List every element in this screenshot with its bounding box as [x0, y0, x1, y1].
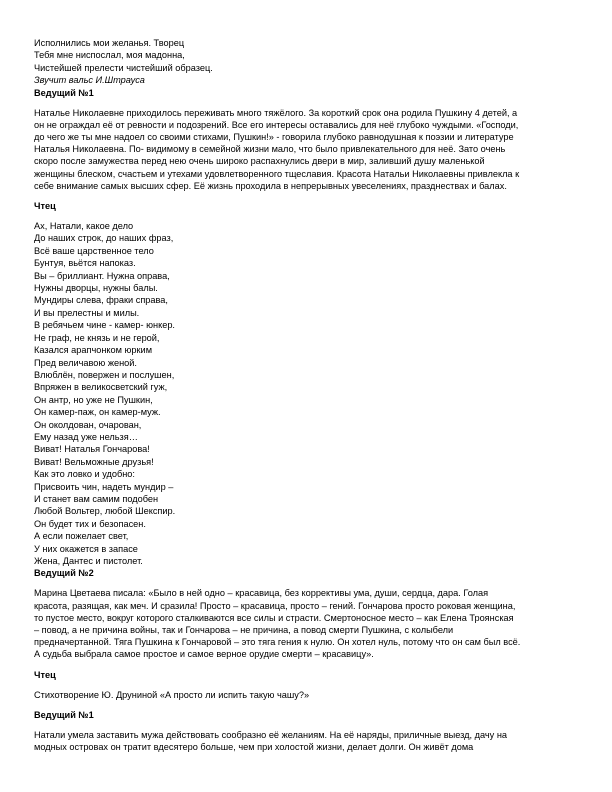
poem-line: Присвоить чин, надеть мундир – — [34, 481, 174, 492]
poem-line: Влюблён, повержен и послушен, — [34, 369, 175, 380]
stage-direction: Звучит вальс И.Штрауса — [34, 75, 145, 86]
paragraph-line: то пустое место, вокруг которого сталкиваются все силы и страсти. Смертоносное место – как Елена Троянская — [34, 612, 514, 623]
poem-line: Любой Вольтер, любой Шекспир. — [34, 506, 176, 517]
poem-reference: Стихотворение Ю. Друниной «А просто ли испить такую чашу?» — [34, 689, 310, 700]
paragraph-line: Наталье Николаевне приходилось переживать много тяжёлого. За короткий срок она родила Пушкину 4 детей, а — [34, 107, 518, 118]
verse-line: Тебя мне ниспослал, моя мадонна, — [34, 50, 185, 61]
poem-line: Он камер-паж, он камер-муж. — [34, 407, 161, 418]
poem-line: У них окажется в запасе — [34, 543, 138, 554]
speaker-heading: Ведущий №1 — [34, 87, 94, 98]
poem-line: Нужны дворцы, нужны балы. — [34, 283, 158, 294]
poem-line: Как это ловко и удобно: — [34, 469, 135, 480]
poem — [34, 220, 582, 567]
document-page — [34, 37, 582, 753]
poem-line: Он антр, но уже не Пушкин, — [34, 394, 153, 405]
poem-line: Впряжен в великосветский гуж, — [34, 382, 168, 393]
poem-line: Всё ваше царственное тело — [34, 245, 154, 256]
poem-line: В ребячьем чине - камер- юнкер. — [34, 320, 175, 331]
poem-line: Виват! Наталья Гончарова! — [34, 444, 150, 455]
speaker-heading: Ведущий №2 — [34, 568, 94, 579]
poem-line: А если пожелает свет, — [34, 531, 129, 542]
paragraph — [34, 107, 582, 192]
poem-line: Пред величавою женой. — [34, 357, 137, 368]
poem-line: И вы прелестны и милы. — [34, 307, 140, 318]
poem-line: Вы – бриллиант. Нужна оправа, — [34, 270, 170, 281]
poem-line: Ему назад уже нельзя… — [34, 431, 138, 442]
paragraph-line: Натали умела заставить мужа действовать сообразно её желаниям. На её наряды, приличные выезд, дачу на — [34, 730, 508, 741]
paragraph-line: – повод, а не причина войны, так и Гончарова – не причина, а повод смерти Пушкина, с колыбели — [34, 625, 454, 636]
speaker-heading: Чтец — [34, 669, 56, 680]
paragraph-line: красота, разящая, как меч. И сразила! Просто – красавица, просто – гений. Гончарова просто роковая женщина, — [34, 600, 516, 611]
poem-line: Бунтуя, вьётся напоказ. — [34, 258, 136, 269]
paragraph — [34, 729, 582, 753]
paragraph-line: он не ограждал её от ревности и подозрений. Все его интересы оставались для неё глубоко чуждыми. «Господи, — [34, 119, 519, 130]
poem-line: Виват! Вельможные друзья! — [34, 456, 154, 467]
paragraph-line: скоро после замужества перед нею очень широко распахнулись двери в мир, заливший душу маленькой — [34, 156, 485, 167]
poem-line: До наших строк, до наших фраз, — [34, 233, 174, 244]
poem-line: Ах, Натали, какое дело — [34, 221, 134, 232]
paragraph-line: модных островах он тратит вдесятеро больше, чем при холостой жизни, делает долги. Он живёт дома — [34, 742, 474, 753]
poem-line: Не граф, не князь и не герой, — [34, 332, 160, 343]
poem-line: Он будет тих и безопасен. — [34, 518, 146, 529]
paragraph-line: женщины блеском, счастьем и утехами удовлетворенного тщеславия. Красота Натальи Николаевны привлекла к — [34, 168, 520, 179]
paragraph-line: до чего же ты мне надоел со своими стихами, Пушкин!» - говорила глубоко равнодушная к поэзии и литературе — [34, 132, 514, 143]
poem-line: Казался арапчонком юрким — [34, 345, 153, 356]
poem-line: Жена, Дантес и пистолет. — [34, 556, 143, 567]
poem-line: Мундиры слева, фраки справа, — [34, 295, 168, 306]
poem-line: И станет вам самим подобен — [34, 493, 159, 504]
speaker-heading: Чтец — [34, 201, 56, 212]
paragraph — [34, 587, 582, 660]
poem-line: Он околдован, очарован, — [34, 419, 142, 430]
paragraph-line: предначертанной. Тяга Пушкина к Гончаровой – это тяга гения к нулю. Он хотел нуль, потому что он сам был всё. — [34, 637, 521, 648]
paragraph-line: А судьба выбрала самое простое и самое верное орудие смерти – красавицу». — [34, 649, 374, 660]
intro-verse — [34, 37, 582, 87]
verse-line: Чистейшей прелести чистейший образец. — [34, 62, 213, 73]
paragraph-line: Наталья Николаевна. По- видимому в семейной жизни мало, что было привлекательного для неё. Зато очень — [34, 144, 506, 155]
speaker-heading: Ведущий №1 — [34, 710, 94, 721]
paragraph-line: Марина Цветаева писала: «Было в ней одно – красавица, без коррективы ума, души, сердца, дара. Голая — [34, 588, 489, 599]
verse-line: Исполнились мои желанья. Творец — [34, 38, 185, 48]
paragraph-line: себе внимание самых высших сфер. Её жизнь проходила в непрерывных увеселениях, празднествах и балах. — [34, 180, 507, 191]
